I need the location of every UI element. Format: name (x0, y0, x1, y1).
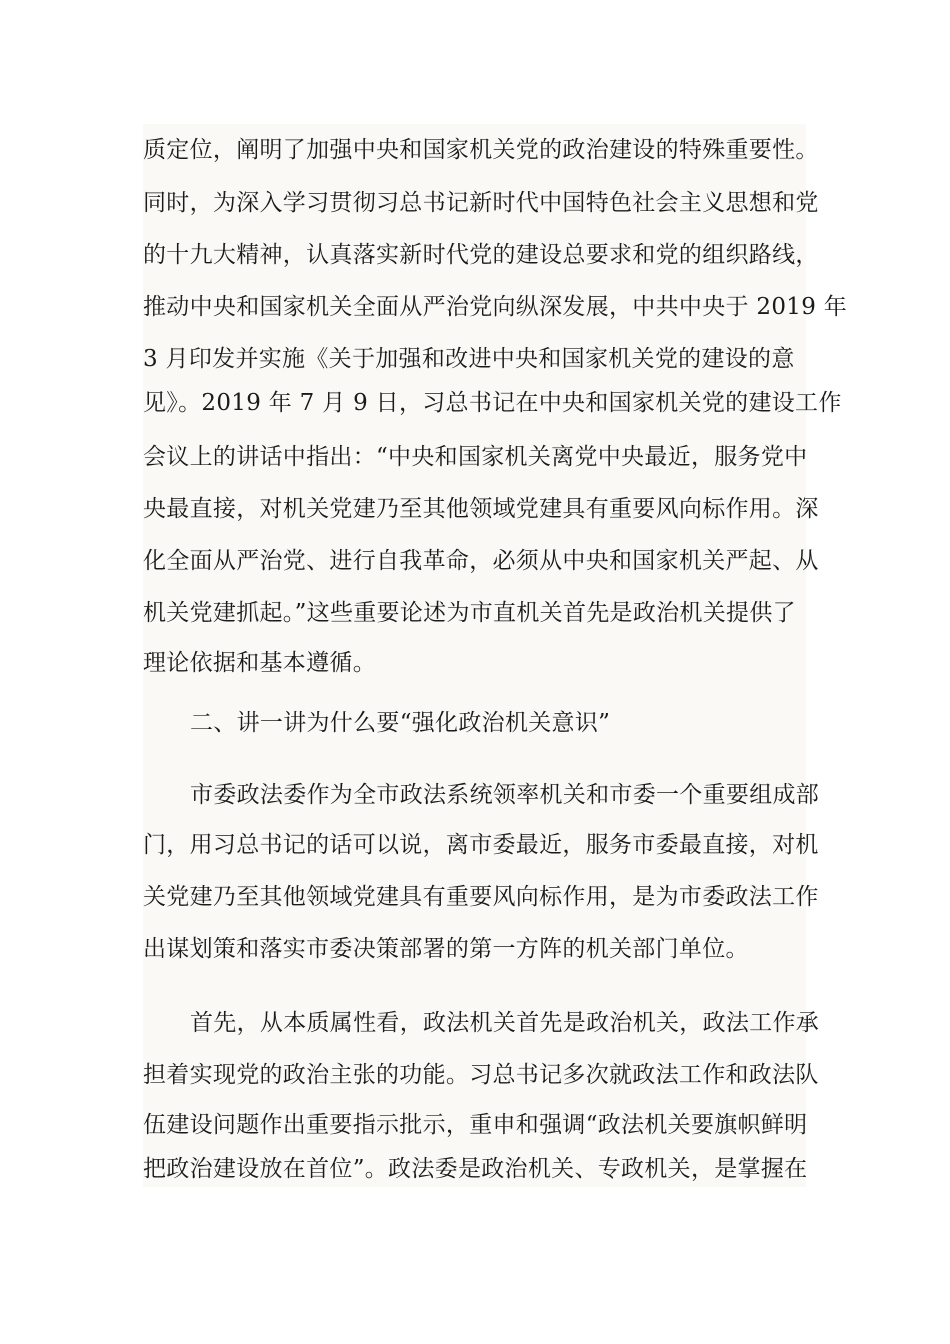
text-line: 担着实现党的政治主张的功能。习总书记多次就政法工作和政法队 (143, 1062, 819, 1088)
text-line: 的十九大精神，认真落实新时代党的建设总要求和党的组织路线， (143, 242, 819, 268)
text-line: 理论依据和基本遵循。 (143, 650, 376, 676)
paragraph-first-line: 市委政法委作为全市政法系统领率机关和市委一个重要组成部 (190, 782, 820, 808)
text-line: 见》。2019 年 7 月 9 日，习总书记在中央和国家机关党的建设工作 (143, 390, 842, 416)
text-line: 央最直接，对机关党建乃至其他领域党建具有重要风向标作用。深 (143, 496, 819, 522)
text-line: 同时，为深入学习贯彻习总书记新时代中国特色社会主义思想和党 (143, 190, 819, 216)
paragraph-first-line: 首先，从本质属性看，政法机关首先是政治机关，政法工作承 (190, 1010, 820, 1036)
text-line: 推动中央和国家机关全面从严治党向纵深发展，中共中央于 2019 年 (143, 294, 848, 320)
text-line: 化全面从严治党、进行自我革命，必须从中央和国家机关严起、从 (143, 548, 819, 574)
document-page (143, 124, 848, 1187)
text-line: 伍建设问题作出重要指示批示，重申和强调“政法机关要旗帜鲜明 (143, 1112, 808, 1138)
text-line: 出谋划策和落实市委决策部署的第一方阵的机关部门单位。 (143, 936, 749, 962)
text-line: 3 月印发并实施《关于加强和改进中央和国家机关党的建设的意 (143, 346, 795, 372)
text-line: 把政治建设放在首位”。政法委是政治机关、专政机关，是掌握在 (143, 1156, 808, 1182)
text-line: 门，用习总书记的话可以说，离市委最近，服务市委最直接，对机 (143, 832, 819, 858)
section-heading: 二、讲一讲为什么要“强化政治机关意识” (190, 710, 611, 736)
text-line: 机关党建抓起。”这些重要论述为市直机关首先是政治机关提供了 (143, 600, 796, 626)
text-line: 关党建乃至其他领域党建具有重要风向标作用，是为市委政法工作 (143, 884, 819, 910)
text-line: 质定位，阐明了加强中央和国家机关党的政治建设的特殊重要性。 (143, 137, 819, 163)
text-line: 会议上的讲话中指出：“中央和国家机关离党中央最近，服务党中 (143, 444, 808, 470)
